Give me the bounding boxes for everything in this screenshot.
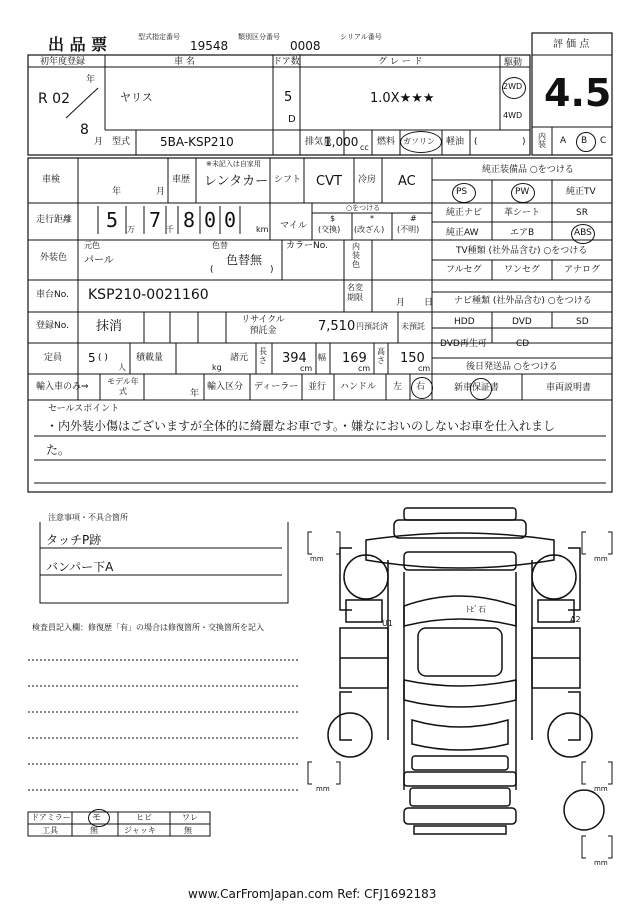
mileage-circle-note: ○をつける [346, 204, 381, 212]
cc-unit: cc [360, 143, 369, 152]
height-cm: cm [418, 364, 431, 373]
mileage-digit-4: 0 [204, 208, 217, 232]
recycle-value: 7,510 [318, 319, 356, 334]
car-name: ヤリス [120, 91, 153, 104]
cd-label: CD [516, 339, 530, 349]
shaken-month: 月 [156, 187, 166, 197]
recycle-unit: 円預託済 [356, 322, 388, 331]
category-no: 0008 [290, 39, 321, 53]
sales-point-line-2: た。 [46, 443, 71, 457]
mm-rear-right: mm [594, 785, 608, 793]
mileage-altered: (改ざん) [354, 225, 385, 234]
first-reg-label: 初年度登録 [40, 57, 86, 67]
mm-spare: mm [594, 859, 608, 867]
doc-manual: 車両説明書 [546, 383, 592, 393]
type-value: 5BA-KSP210 [160, 135, 234, 149]
load-label: 積載量 [136, 353, 164, 363]
height-value: 150 [400, 351, 425, 366]
model-year-label: モデル年式 [107, 377, 139, 396]
door-type: D [288, 114, 296, 125]
footer-ref: www.CarFromJapan.com Ref: CFJ1692183 [188, 887, 437, 901]
import-label: 輸入車のみ⇒ [36, 382, 89, 392]
year-unit: 年 [86, 75, 96, 85]
import-class-label: 輸入区分 [207, 382, 244, 392]
color-label: 外装色 [40, 253, 68, 263]
first-reg-month: 8 [80, 122, 89, 138]
displacement-value: 1,000 [324, 135, 359, 149]
equip-airbag: エアB [510, 228, 535, 238]
equip-tv: 純正TV [566, 187, 596, 197]
handle-right: 右 [416, 382, 426, 392]
car-name-label: 車 名 [174, 57, 195, 67]
ac-label: 冷房 [358, 175, 377, 185]
expiry-month: 月 [396, 298, 406, 308]
notes-line-2: バンパー下A [46, 560, 114, 574]
mileage-digit-1: 5 [106, 208, 119, 232]
form-title: 出 品 票 [48, 35, 108, 54]
mm-front-left: mm [310, 555, 324, 563]
mileage-hash: # [410, 214, 417, 223]
color-paren-open: ( [210, 265, 214, 275]
color-repaint: 色替無 [226, 253, 263, 267]
docs-title: 後日発送品 ○をつける [466, 362, 558, 372]
recycle-label: リサイクル預託金 [241, 315, 285, 337]
diagram-note-hibi: ﾄﾋﾞ石 [466, 605, 486, 614]
door-count: 5 [284, 90, 293, 105]
model-no-label: 型式指定番号 [138, 33, 180, 41]
jack-label: ジャッキ [124, 826, 156, 835]
fuel-paren-open: ( [474, 137, 478, 147]
shaken-year: 年 [112, 187, 122, 197]
fuel-value: ガソリン [403, 137, 435, 146]
fuel-paren-close: ) [522, 137, 526, 147]
interior-label: 内装 [538, 132, 546, 149]
mileage-unknown: (不明) [397, 225, 420, 234]
color-repaint-label: 色替 [212, 241, 228, 250]
crack-hibi-label: ヒビ [136, 813, 152, 822]
name-change-label: 名変期限 [347, 283, 363, 302]
equip-title: 純正装備品 ○をつける [482, 165, 574, 175]
width-cm: cm [358, 364, 371, 373]
color-no-label: カラーNo. [286, 241, 328, 251]
jack-value: 無 [184, 826, 192, 835]
capacity-value: 5 [88, 351, 96, 365]
import-parallel: 並行 [308, 382, 327, 392]
mileage-unit-sen: 千 [166, 225, 174, 234]
capacity-paren: ( ) [98, 353, 108, 363]
navi-hdd: HDD [454, 317, 475, 327]
model-no: 19548 [190, 39, 229, 53]
mm-rear-left: mm [316, 785, 330, 793]
notes-label: 注意事項・不具合箇所 [48, 513, 128, 522]
sales-point-label: セールスポイント [48, 404, 120, 414]
category-label: 類別区分番号 [238, 33, 280, 41]
navi-sd: SD [576, 317, 589, 327]
interior-a: A [560, 136, 567, 146]
registration-label: 登録No. [36, 321, 69, 331]
equip-ps: PS [456, 187, 468, 197]
score-label: 評 価 点 [553, 39, 590, 50]
width-value: 169 [342, 351, 367, 366]
import-year: 年 [190, 389, 200, 399]
mileage-km: km [256, 225, 269, 234]
serial-label: シリアル番号 [340, 33, 382, 41]
tv-title: TV種類 (社外品含む) ○をつける [456, 246, 588, 256]
mm-front-right: mm [594, 555, 608, 563]
color-original-label: 元色 [84, 241, 100, 250]
grade-value: 1.0X★★★ [370, 91, 435, 106]
dims-label: 諸元 [230, 353, 249, 363]
grade-label: グ レ ー ド [378, 57, 423, 67]
history-value: レンタカー [204, 174, 269, 189]
mirror-value: モ [92, 813, 102, 823]
import-dealer: ディーラー [254, 382, 299, 392]
mileage-dollar: $ [330, 214, 336, 223]
fuel-label: 燃料 [377, 137, 396, 147]
navi-title: ナビ種類 (社外品含む) ○をつける [454, 296, 592, 306]
interior-b: B [581, 136, 588, 146]
color-original: パール [84, 255, 114, 266]
not-deposited: 未預託 [401, 322, 425, 331]
chassis-value: KSP210-0021160 [88, 287, 209, 303]
type-label: 型式 [112, 137, 131, 147]
mileage-unit-man: 万 [127, 225, 135, 234]
doors-label: ドア数 [273, 57, 300, 67]
mirror-label: ドアミラー [31, 813, 71, 822]
diagram-u1: U1 [382, 619, 393, 628]
mileage-digit-3: 8 [183, 208, 196, 232]
tools-value: 無 [90, 826, 98, 835]
tv-fullseg: フルセグ [446, 265, 482, 275]
handle-left: 左 [393, 382, 403, 392]
displacement-label: 排気量 [305, 137, 333, 147]
score-value: 4.5 [544, 71, 612, 115]
length-value: 394 [282, 351, 307, 366]
tools-label: 工具 [42, 826, 58, 835]
mileage-digit-2: 7 [149, 208, 162, 232]
equip-abs: ABS [574, 228, 592, 238]
equip-navi: 純正ナビ [446, 208, 483, 218]
mileage-mile: マイル [280, 221, 307, 231]
equip-pw: PW [515, 187, 530, 197]
doc-warranty: 新車保証書 [454, 383, 500, 393]
month-unit: 月 [94, 137, 104, 147]
history-label: 車歴 [172, 175, 191, 185]
shift-label: シフト [274, 175, 302, 185]
color-paren-close: ) [270, 265, 274, 275]
mileage-swap: (交換) [318, 225, 341, 234]
drive-4wd: 4WD [503, 111, 523, 120]
tv-oneseg: ワンセグ [504, 265, 541, 275]
length-cm: cm [300, 364, 313, 373]
height-label: 高さ [377, 347, 385, 365]
notes-line-1: タッチP跡 [46, 533, 102, 547]
expiry-day: 日 [424, 298, 434, 308]
crack-ware-label: ワレ [182, 813, 198, 822]
drive-2wd: 2WD [503, 82, 523, 91]
diagram-a2: A2 [570, 615, 581, 624]
width-label: 幅 [318, 353, 326, 362]
history-note: ※未記入は自家用 [206, 160, 261, 168]
handle-label: ハンドル [340, 382, 377, 392]
load-kg: kg [212, 363, 222, 372]
mileage-label: 走行距離 [36, 215, 73, 225]
capacity-unit: 人 [118, 363, 126, 372]
light-oil: 軽油 [446, 137, 465, 147]
mileage-digit-5: 0 [224, 208, 237, 232]
equip-aw: 純正AW [446, 228, 479, 238]
chassis-label: 車台No. [36, 290, 69, 300]
equip-leather: 革シート [504, 208, 541, 218]
capacity-label: 定員 [44, 353, 63, 363]
sales-point-line-1: ・内外装小傷はございますが全体的に綺麗なお車です。・嫌なにおいのしないお車を仕入れまし [46, 419, 556, 433]
interior-color-label: 内装色 [352, 242, 360, 269]
tv-analog: アナログ [564, 265, 601, 275]
registration-value: 抹消 [96, 319, 123, 334]
first-reg-era: R 02 [38, 91, 70, 107]
dvd-play-label: DVD再生可 [440, 339, 487, 349]
interior-c: C [600, 136, 607, 146]
shift-value: CVT [316, 174, 342, 189]
mileage-star: * [370, 214, 374, 223]
ac-value: AC [398, 174, 416, 189]
navi-dvd: DVD [512, 317, 532, 327]
inspector-label: 検査員記入欄：修復歴「有」の場合は修復箇所・交換箇所を記入 [32, 623, 264, 632]
equip-sr: SR [576, 208, 588, 218]
length-label: 長さ [259, 347, 267, 365]
shaken-label: 車検 [42, 175, 61, 185]
drive-label: 駆動 [504, 58, 523, 68]
